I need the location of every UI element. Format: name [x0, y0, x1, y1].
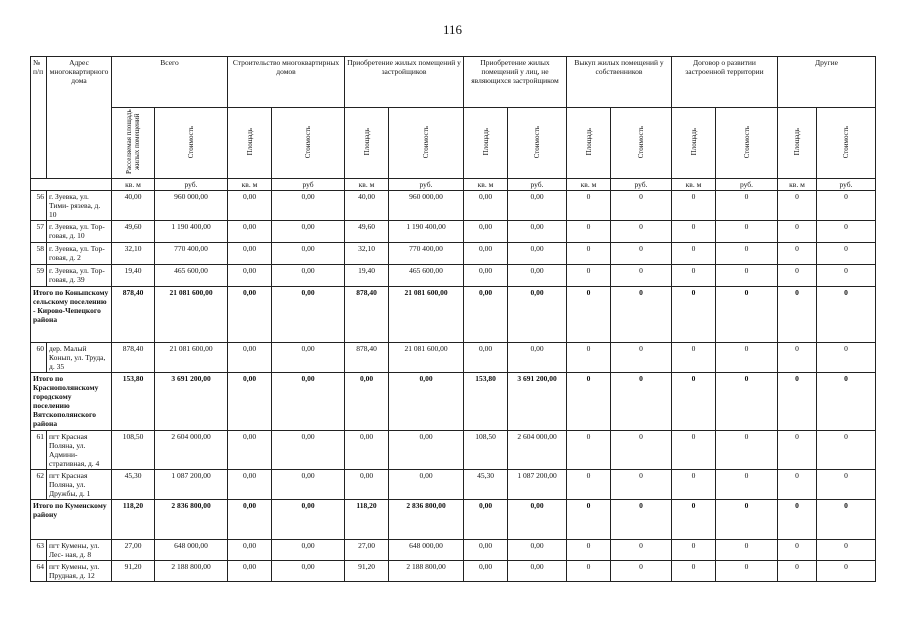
row-number: 56 [31, 191, 47, 221]
value-cell: 0 [817, 265, 876, 287]
value-cell: 0 [672, 561, 716, 582]
subheader-cell [508, 108, 567, 179]
subheader-cell [345, 108, 389, 179]
value-cell: 0 [611, 561, 672, 582]
value-cell: 108,50 [112, 431, 155, 470]
value-cell: 0 [817, 373, 876, 431]
value-cell: 0 [716, 540, 778, 561]
value-cell: 770 400,00 [389, 243, 464, 265]
value-cell: 19,40 [112, 265, 155, 287]
subheader-label: Стоимость [842, 125, 850, 159]
value-cell: 465 600,00 [389, 265, 464, 287]
value-cell: 0 [672, 191, 716, 221]
value-cell: 0 [672, 373, 716, 431]
value-cell: 1 190 400,00 [155, 221, 228, 243]
value-cell: 2 604 000,00 [508, 431, 567, 470]
value-cell: 0 [611, 373, 672, 431]
value-cell: 0,00 [228, 265, 272, 287]
unit-cell: руб. [508, 179, 567, 191]
value-cell: 21 081 600,00 [155, 287, 228, 343]
value-cell: 0 [778, 540, 817, 561]
unit-cell: руб. [611, 179, 672, 191]
row-number: 57 [31, 221, 47, 243]
value-cell: 0 [611, 221, 672, 243]
value-cell: 3 691 200,00 [155, 373, 228, 431]
total-row [31, 500, 876, 540]
value-cell: 648 000,00 [389, 540, 464, 561]
subheader-cell [112, 108, 155, 179]
value-cell: 0 [672, 221, 716, 243]
value-cell: 0,00 [228, 221, 272, 243]
value-cell: 0 [672, 265, 716, 287]
unit-cell: кв. м [112, 179, 155, 191]
value-cell: 40,00 [345, 191, 389, 221]
row-address: г. Зуевка, ул. Тор- говая, д. 2 [47, 243, 112, 265]
value-cell: 0 [817, 221, 876, 243]
value-cell: 0 [567, 431, 611, 470]
row-number: 63 [31, 540, 47, 561]
subheader-label: Стоимость [742, 125, 751, 159]
value-cell: 0 [817, 470, 876, 500]
value-cell: 2 188 800,00 [389, 561, 464, 582]
row-number: 64 [31, 561, 47, 582]
value-cell: 0 [672, 343, 716, 373]
value-cell: 0,00 [228, 287, 272, 343]
value-cell: 0,00 [508, 500, 567, 540]
subheader-cell [716, 108, 778, 179]
value-cell: 0 [611, 470, 672, 500]
value-cell: 0 [778, 373, 817, 431]
value-cell: 0,00 [464, 500, 508, 540]
subheader-cell [567, 108, 611, 179]
table-row [31, 265, 876, 287]
value-cell: 0 [716, 343, 778, 373]
value-cell: 0,00 [508, 265, 567, 287]
subheader-label: Стоимость [187, 125, 195, 159]
subheader-cell [611, 108, 672, 179]
row-number: 62 [31, 470, 47, 500]
value-cell: 0,00 [508, 191, 567, 221]
header-number: № п/п [31, 57, 47, 179]
subheader-label: Стоимость [637, 125, 645, 159]
value-cell: 0,00 [272, 500, 345, 540]
value-cell: 878,40 [345, 287, 389, 343]
header-group: Выкуп жилых помещений у собственников [567, 57, 672, 108]
value-cell: 27,00 [112, 540, 155, 561]
value-cell: 0,00 [464, 221, 508, 243]
subheader-label: Площадь [584, 128, 593, 156]
value-cell: 0 [716, 470, 778, 500]
value-cell: 0,00 [272, 561, 345, 582]
value-cell: 0,00 [272, 540, 345, 561]
value-cell: 0 [817, 500, 876, 540]
value-cell: 2 604 000,00 [155, 431, 228, 470]
value-cell: 118,20 [345, 500, 389, 540]
subheader-cell [672, 108, 716, 179]
table-row [31, 191, 876, 221]
value-cell: 3 691 200,00 [508, 373, 567, 431]
value-cell: 0,00 [464, 343, 508, 373]
header-group: Приобретение жилых помещений у лиц, не являющихся застройщиком [464, 57, 567, 108]
value-cell: 0,00 [272, 243, 345, 265]
value-cell: 0 [567, 373, 611, 431]
value-cell: 0 [672, 500, 716, 540]
value-cell: 0,00 [272, 287, 345, 343]
value-cell: 49,60 [112, 221, 155, 243]
row-address: г. Зуевка, ул. Тими- рязева, д. 10 [47, 191, 112, 221]
value-cell: 0,00 [228, 431, 272, 470]
value-cell: 0 [611, 500, 672, 540]
value-cell: 0,00 [272, 221, 345, 243]
subheader-label: Площадь [481, 128, 490, 156]
value-cell: 91,20 [345, 561, 389, 582]
value-cell: 0 [817, 343, 876, 373]
value-cell: 0 [778, 561, 817, 582]
row-address: г. Зуевка, ул. Тор- говая, д. 10 [47, 221, 112, 243]
unit-cell: руб. [389, 179, 464, 191]
value-cell: 0,00 [228, 470, 272, 500]
unit-cell: руб. [817, 179, 876, 191]
subheader-cell [817, 108, 876, 179]
table-row [31, 561, 876, 582]
value-cell: 0,00 [389, 431, 464, 470]
header-group: Приобретение жилых помещений у застройщиков [345, 57, 464, 108]
value-cell: 0 [817, 561, 876, 582]
total-row [31, 373, 876, 431]
table-row [31, 540, 876, 561]
value-cell: 0,00 [508, 343, 567, 373]
subheader-row [31, 108, 876, 179]
value-cell: 465 600,00 [155, 265, 228, 287]
value-cell: 0,00 [345, 431, 389, 470]
value-cell: 0 [567, 540, 611, 561]
value-cell: 0,00 [228, 540, 272, 561]
value-cell: 118,20 [112, 500, 155, 540]
subheader-cell [155, 108, 228, 179]
value-cell: 878,40 [112, 343, 155, 373]
total-label: Итого по Краснополянскому городскому поселению Вятскополянского района [31, 373, 112, 431]
value-cell: 0,00 [228, 500, 272, 540]
value-cell: 0 [716, 191, 778, 221]
value-cell: 0 [611, 243, 672, 265]
row-number: 61 [31, 431, 47, 470]
unit-cell: руб. [155, 179, 228, 191]
unit-cell: кв. м [228, 179, 272, 191]
value-cell: 40,00 [112, 191, 155, 221]
value-cell: 0 [716, 221, 778, 243]
value-cell: 0 [611, 191, 672, 221]
row-number: 59 [31, 265, 47, 287]
row-address: пгт Кумены, ул. Прудная, д. 12 [47, 561, 112, 582]
value-cell: 0,00 [272, 191, 345, 221]
value-cell: 0,00 [272, 431, 345, 470]
header-group: Другие [778, 57, 876, 108]
value-cell: 0 [778, 287, 817, 343]
header-row [31, 57, 876, 108]
subheader-cell [389, 108, 464, 179]
value-cell: 21 081 600,00 [389, 343, 464, 373]
unit-cell: кв. м [464, 179, 508, 191]
row-number: 60 [31, 343, 47, 373]
value-cell: 0,00 [464, 265, 508, 287]
subheader-cell [272, 108, 345, 179]
value-cell: 0 [567, 243, 611, 265]
value-cell: 0 [817, 540, 876, 561]
value-cell: 0 [778, 191, 817, 221]
subheader-cell [464, 108, 508, 179]
value-cell: 0,00 [508, 243, 567, 265]
value-cell: 0,00 [228, 343, 272, 373]
value-cell: 0 [567, 287, 611, 343]
value-cell: 960 000,00 [389, 191, 464, 221]
total-row [31, 287, 876, 343]
value-cell: 0 [567, 470, 611, 500]
value-cell: 0 [778, 500, 817, 540]
value-cell: 91,20 [112, 561, 155, 582]
header-address: Адрес многоквартирного дома [47, 57, 112, 179]
subheader-label: Площадь [245, 128, 254, 156]
value-cell: 0 [611, 540, 672, 561]
subheader-label: Расселяемая площадь жилых помещений [125, 109, 141, 175]
value-cell: 0,00 [228, 373, 272, 431]
unit-cell: кв. м [345, 179, 389, 191]
value-cell: 0 [716, 500, 778, 540]
value-cell: 108,50 [464, 431, 508, 470]
value-cell: 2 188 800,00 [155, 561, 228, 582]
value-cell: 0 [716, 431, 778, 470]
value-cell: 0,00 [345, 470, 389, 500]
value-cell: 0 [817, 431, 876, 470]
table-row [31, 343, 876, 373]
row-address: пгт Красная Поляна, ул. Дружбы, д. 1 [47, 470, 112, 500]
value-cell: 0 [778, 470, 817, 500]
value-cell: 878,40 [345, 343, 389, 373]
unit-cell: руб. [716, 179, 778, 191]
total-label: Итого по Куменскому району [31, 500, 112, 540]
value-cell: 0 [778, 431, 817, 470]
value-cell: 0 [567, 500, 611, 540]
value-cell: 0 [611, 343, 672, 373]
value-cell: 878,40 [112, 287, 155, 343]
row-address: г. Зуевка, ул. Тор- говая, д. 39 [47, 265, 112, 287]
table-row [31, 221, 876, 243]
row-number: 58 [31, 243, 47, 265]
unit-cell: руб [272, 179, 345, 191]
value-cell: 0 [611, 265, 672, 287]
subheader-label: Площадь [793, 128, 801, 156]
value-cell: 0 [817, 191, 876, 221]
subheader-cell [778, 108, 817, 179]
units-row [31, 179, 876, 191]
value-cell: 19,40 [345, 265, 389, 287]
value-cell: 960 000,00 [155, 191, 228, 221]
table-row [31, 431, 876, 470]
value-cell: 153,80 [112, 373, 155, 431]
value-cell: 0,00 [464, 561, 508, 582]
value-cell: 0 [716, 243, 778, 265]
value-cell: 0 [567, 265, 611, 287]
value-cell: 0 [567, 221, 611, 243]
table-row [31, 470, 876, 500]
value-cell: 0,00 [272, 373, 345, 431]
value-cell: 0,00 [508, 540, 567, 561]
value-cell: 0 [567, 343, 611, 373]
subheader-label: Стоимость [304, 125, 312, 159]
value-cell: 0 [672, 470, 716, 500]
value-cell: 0 [716, 265, 778, 287]
value-cell: 21 081 600,00 [389, 287, 464, 343]
value-cell: 0 [817, 243, 876, 265]
value-cell: 153,80 [464, 373, 508, 431]
value-cell: 0,00 [389, 470, 464, 500]
table-row [31, 243, 876, 265]
value-cell: 0 [611, 287, 672, 343]
value-cell: 1 190 400,00 [389, 221, 464, 243]
value-cell: 0 [672, 540, 716, 561]
value-cell: 1 087 200,00 [508, 470, 567, 500]
unit-cell: кв. м [567, 179, 611, 191]
value-cell: 0,00 [228, 191, 272, 221]
value-cell: 0,00 [508, 561, 567, 582]
value-cell: 0,00 [389, 373, 464, 431]
value-cell: 0,00 [464, 243, 508, 265]
value-cell: 1 087 200,00 [155, 470, 228, 500]
value-cell: 2 836 800,00 [389, 500, 464, 540]
subheader-label: Стоимость [422, 125, 430, 159]
value-cell: 0 [611, 431, 672, 470]
value-cell: 0,00 [464, 191, 508, 221]
value-cell: 0 [716, 561, 778, 582]
value-cell: 0,00 [464, 287, 508, 343]
row-address: дер. Малый Конып, ул. Труда, д. 35 [47, 343, 112, 373]
value-cell: 0 [672, 287, 716, 343]
value-cell: 0 [817, 287, 876, 343]
header-group: Договор о развитии застроенной территории [672, 57, 778, 108]
housing-relocation-table [30, 56, 876, 582]
unit-cell: кв. м [778, 179, 817, 191]
value-cell: 2 836 800,00 [155, 500, 228, 540]
header-group: Строительство многоквартирных домов [228, 57, 345, 108]
value-cell: 0 [716, 287, 778, 343]
value-cell: 21 081 600,00 [155, 343, 228, 373]
value-cell: 27,00 [345, 540, 389, 561]
subheader-label: Стоимость [533, 125, 541, 159]
subheader-label: Площадь [362, 128, 371, 156]
value-cell: 0,00 [272, 470, 345, 500]
value-cell: 0,00 [508, 221, 567, 243]
value-cell: 0,00 [228, 243, 272, 265]
value-cell: 0 [778, 265, 817, 287]
header-group: Всего [112, 57, 228, 108]
value-cell: 648 000,00 [155, 540, 228, 561]
subheader-cell [228, 108, 272, 179]
value-cell: 0 [567, 191, 611, 221]
value-cell: 0,00 [228, 561, 272, 582]
value-cell: 0 [672, 243, 716, 265]
value-cell: 0,00 [508, 287, 567, 343]
value-cell: 0 [716, 373, 778, 431]
value-cell: 0 [778, 221, 817, 243]
subheader-label: Площадь [689, 128, 698, 156]
value-cell: 0,00 [272, 265, 345, 287]
value-cell: 0 [778, 243, 817, 265]
value-cell: 770 400,00 [155, 243, 228, 265]
value-cell: 32,10 [112, 243, 155, 265]
value-cell: 32,10 [345, 243, 389, 265]
value-cell: 0,00 [464, 540, 508, 561]
row-address: пгт Кумены, ул. Лес- ная, д. 8 [47, 540, 112, 561]
value-cell: 49,60 [345, 221, 389, 243]
value-cell: 0 [567, 561, 611, 582]
units-spacer [31, 179, 112, 191]
value-cell: 0 [672, 431, 716, 470]
value-cell: 45,30 [464, 470, 508, 500]
value-cell: 0,00 [272, 343, 345, 373]
total-label: Итого по Коныпскому сельскому поселению - Кирово-Чепецкого района [31, 287, 112, 343]
value-cell: 45,30 [112, 470, 155, 500]
row-address: пгт Красная Поляна, ул. Админи- стративная, д. 4 [47, 431, 112, 470]
unit-cell: кв. м [672, 179, 716, 191]
value-cell: 0 [778, 343, 817, 373]
value-cell: 0,00 [345, 373, 389, 431]
page-number: 116 [442, 22, 463, 37]
